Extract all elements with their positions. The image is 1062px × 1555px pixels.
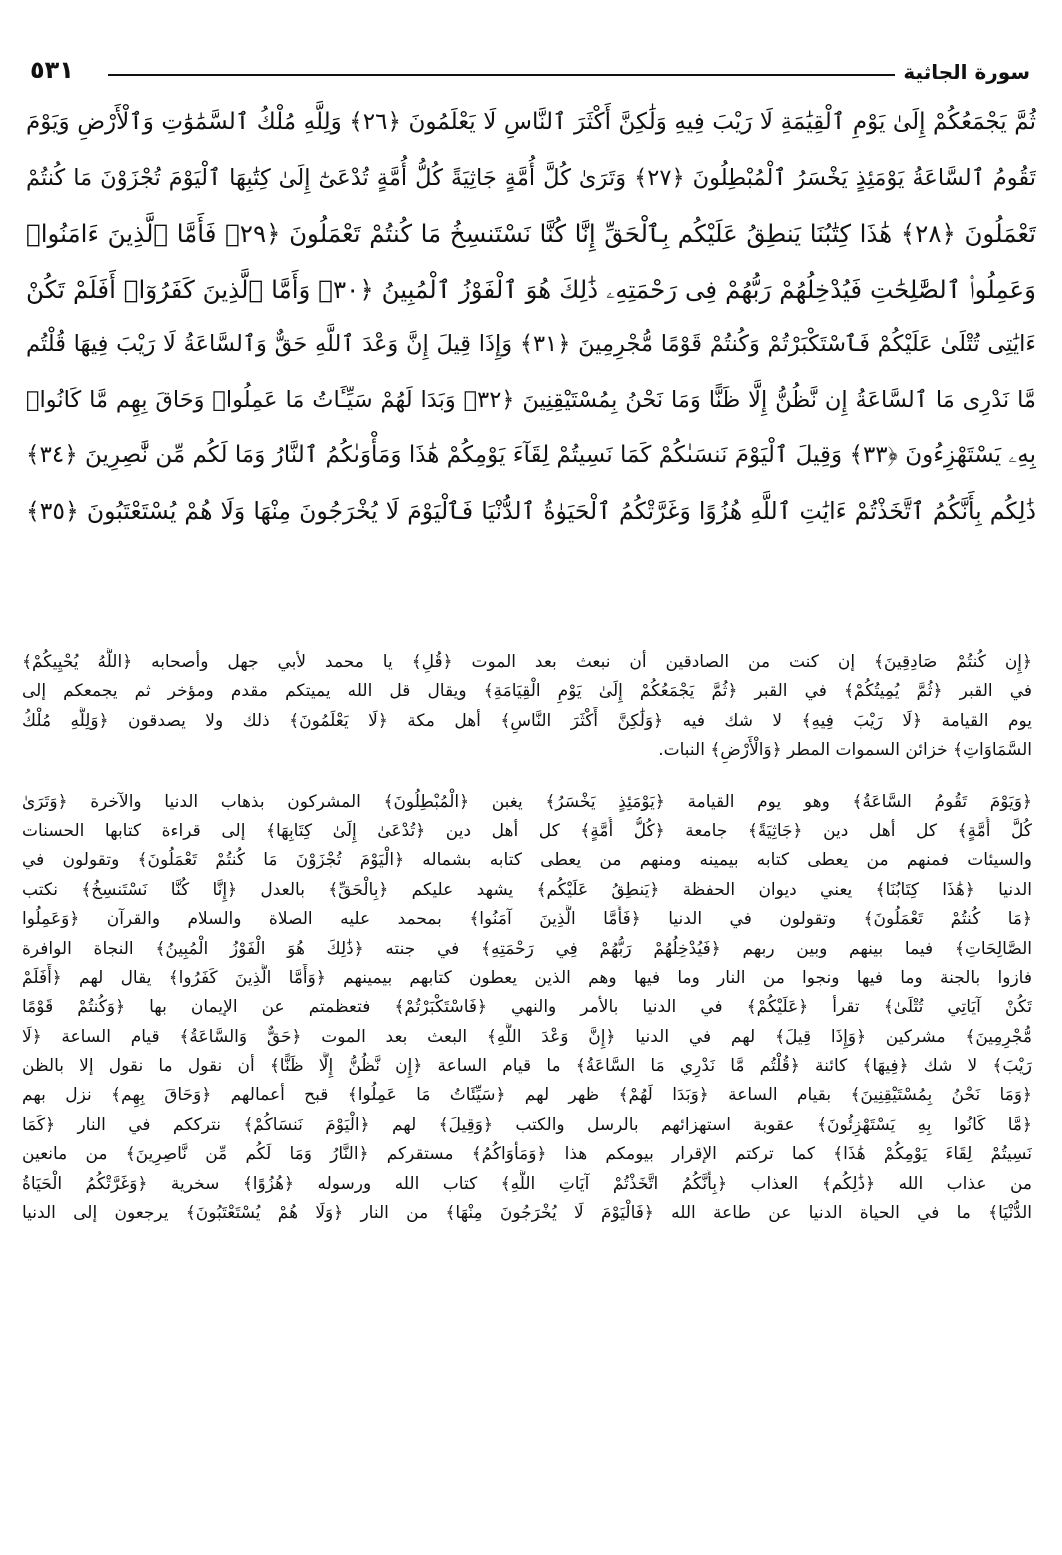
quran-line: وَعَمِلُوا۟ ٱلصَّٰلِحَٰتِ فَيُدْخِلُهُمْ رَبُّهُمْ فِى رَحْمَتِهِۦ ذَٰلِكَ هُوَ ٱلْفَوْزُ ٱلْمُبِينُ ﴿٣٠﴾ وَأَمَّا ٱلَّذِينَ كَفَرُوٓا۟ أَفَلَمْ تَكُنْ xyxy=(26,274,1036,304)
commentary-line: يوم القيامة ﴿لَا رَيْبَ فِيهِ﴾ لا شك فيه ﴿وَلَٰكِنَّ أَكْثَرَ النَّاسِ﴾ أهل مكة ﴿لَا يَعْلَمُونَ﴾ ذلك ولا يصدقون ﴿وَلِلَّهِ مُلْكُ xyxy=(22,710,1032,731)
commentary-line: من عذاب الله ﴿ذَٰلِكُم﴾ العذاب ﴿بِأَنَّكُمُ اتَّخَذْتُمْ آيَاتِ اللَّهِ﴾ كتاب الله ورسوله ﴿هُزُوًا﴾ سخرية ﴿وَغَرَّتْكُمُ الْحَيَاةُ xyxy=(22,1173,1032,1194)
commentary-line: والسيئات فمنهم من يعطى كتابه بيمينه ومنهم من يعطى كتابه بشماله ﴿الْيَوْمَ تُجْزَوْنَ مَا كُنتُمْ تَعْمَلُونَ﴾ وتقولون في xyxy=(22,850,1032,871)
commentary-line: الدُّنْيَا﴾ ما في الحياة الدنيا عن طاعة الله ﴿فَالْيَوْمَ لَا يُخْرَجُونَ مِنْهَا﴾ من النار ﴿وَلَا هُمْ يُسْتَعْتَبُونَ﴾ يرجعون إلى الدنيا xyxy=(22,1203,1032,1224)
quran-line: ذَٰلِكُم بِأَنَّكُمُ ٱتَّخَذْتُمْ ءَايَٰتِ ٱللَّهِ هُزُوًا وَغَرَّتْكُمُ ٱلْحَيَوٰةُ ٱلدُّنْيَا فَٱلْيَوْمَ لَا يُخْرَجُونَ مِنْهَا وَلَا هُمْ يُسْتَعْتَبُونَ ﴿٣٥﴾ xyxy=(26,496,1036,525)
header-rule xyxy=(108,74,895,76)
quran-text-block xyxy=(26,95,1036,595)
commentary-line: تَكُنْ آيَاتِي تُتْلَىٰ﴾ تقرأ ﴿عَلَيْكُمْ﴾ في الدنيا بالأمر والنهي ﴿فَاسْتَكْبَرْتُمْ﴾ فتعظمتم عن الإيمان بها ﴿وَكُنتُمْ قَوْمًا xyxy=(22,997,1032,1018)
commentary-line: الدنيا ﴿هَٰذَا كِتَابُنَا﴾ يعني ديوان الحفظة ﴿يَنطِقُ عَلَيْكُم﴾ يشهد عليكم ﴿بِالْحَقِّ﴾ بالعدل ﴿إِنَّا كُنَّا نَسْتَنسِخُ﴾ نكتب xyxy=(22,879,1032,900)
surah-title: سورة الجاثية xyxy=(903,60,1030,84)
commentary-line: ﴿إِن كُنتُمْ صَادِقِينَ﴾ إن كنت من الصادقين أن نبعث بعد الموت ﴿قُلِ﴾ يا محمد لأبي جهل وأصحابه ﴿اللَّهُ يُحْيِيكُمْ﴾ xyxy=(22,652,1032,672)
commentary-line: الصَّالِحَاتِ﴾ فيما بينهم وبين ربهم ﴿فَيُدْخِلُهُمْ رَبُّهُمْ فِي رَحْمَتِهِ﴾ في جنته ﴿ذَٰلِكَ هُوَ الْفَوْزُ الْمُبِينُ﴾ النجاة الوافرة xyxy=(22,938,1032,959)
commentary-paragraph xyxy=(22,788,1032,1229)
quran-line: ثُمَّ يَجْمَعُكُمْ إِلَىٰ يَوْمِ ٱلْقِيَٰمَةِ لَا رَيْبَ فِيهِ وَلَٰكِنَّ أَكْثَرَ ٱلنَّاسِ لَا يَعْلَمُونَ ﴿٢٦﴾ وَلِلَّهِ مُلْكُ ٱلسَّمَٰوَٰتِ وَٱلْأَرْضِ وَيَوْمَ xyxy=(26,109,1036,135)
commentary-line: ﴿وَيَوْمَ تَقُومُ السَّاعَةُ﴾ وهو يوم القيامة ﴿يَوْمَئِذٍ يَخْسَرُ﴾ يغبن ﴿الْمُبْطِلُونَ﴾ المشركون بذهاب الدنيا والآخرة ﴿وَتَرَىٰ xyxy=(22,791,1032,812)
commentary-line: رَيْبَ﴾ لا شك ﴿فِيهَا﴾ كائنة ﴿قُلْتُم مَّا نَدْرِي مَا السَّاعَةُ﴾ ما قيام الساعة ﴿إِن نَّظُنُّ إِلَّا ظَنًّا﴾ أن نقول ما نقول إلا بالظن xyxy=(22,1056,1032,1077)
commentary-line: ﴿مَّا كَانُوا بِهِ يَسْتَهْزِئُونَ﴾ عقوبة استهزائهم بالرسل والكتب ﴿وَقِيلَ﴾ لهم ﴿الْيَوْمَ نَنسَاكُمْ﴾ نترككم في النار ﴿كَمَا xyxy=(22,1114,1032,1135)
commentary-line: ﴿مَا كُنتُمْ تَعْمَلُونَ﴾ وتقولون في الدنيا ﴿فَأَمَّا الَّذِينَ آمَنُوا﴾ بمحمد عليه الصلاة والسلام والقرآن ﴿وَعَمِلُوا xyxy=(22,909,1032,930)
quran-line: مَّا نَدْرِى مَا ٱلسَّاعَةُ إِن نَّظُنُّ إِلَّا ظَنًّا وَمَا نَحْنُ بِمُسْتَيْقِنِينَ ﴿٣٢﴾ وَبَدَا لَهُمْ سَيِّـَٔاتُ مَا عَمِلُوا۟ وَحَاقَ بِهِم مَّا كَانُوا۟ xyxy=(26,386,1036,413)
page-number: ٥٣١ xyxy=(30,56,74,84)
commentary-line: في القبر ﴿ثُمَّ يُمِيتُكُمْ﴾ في القبر ﴿ثُمَّ يَجْمَعُكُمْ إِلَىٰ يَوْمِ الْقِيَامَةِ﴾ ويقال قل الله يميتكم مقدم ومؤخر ثم يجمعكم إلى xyxy=(22,681,1032,702)
commentary-line: مُّجْرِمِينَ﴾ مشركين ﴿وَإِذَا قِيلَ﴾ لهم في الدنيا ﴿إِنَّ وَعْدَ اللَّهِ﴾ البعث بعد الموت ﴿حَقٌّ وَالسَّاعَةُ﴾ قيام الساعة ﴿لَا xyxy=(22,1026,1032,1047)
commentary-line: السَّمَاوَاتِ﴾ خزائن السموات المطر ﴿وَالْأَرْضِ﴾ النبات. xyxy=(658,740,1032,761)
quran-line: بِهِۦ يَسْتَهْزِءُونَ ﴿٣٣﴾ وَقِيلَ ٱلْيَوْمَ نَنسَىٰكُمْ كَمَا نَسِيتُمْ لِقَآءَ يَوْمِكُمْ هَٰذَا وَمَأْوَىٰكُمُ ٱلنَّارُ وَمَا لَكُم مِّن نَّٰصِرِينَ ﴿٣٤﴾ xyxy=(26,442,1036,468)
commentary-paragraph xyxy=(22,648,1032,766)
commentary-line: ﴿وَمَا نَحْنُ بِمُسْتَيْقِنِينَ﴾ بقيام الساعة ﴿وَبَدَا لَهُمْ﴾ ظهر لهم ﴿سَيِّئَاتُ مَا عَمِلُوا﴾ قبح أعمالهم ﴿وَحَاقَ بِهِم﴾ نزل بهم xyxy=(22,1085,1032,1106)
page-header xyxy=(30,50,1030,90)
tafsir-commentary xyxy=(22,648,1032,1528)
commentary-line: نَسِيتُمْ لِقَاءَ يَوْمِكُمْ هَٰذَا﴾ كما تركتم الإقرار بيومكم هذا ﴿وَمَأْوَاكُمُ﴾ مستقركم ﴿النَّارُ وَمَا لَكُم مِّن نَّاصِرِينَ﴾ من مانعين xyxy=(22,1144,1032,1165)
quran-line: تَقُومُ ٱلسَّاعَةُ يَوْمَئِذٍ يَخْسَرُ ٱلْمُبْطِلُونَ ﴿٢٧﴾ وَتَرَىٰ كُلَّ أُمَّةٍ جَاثِيَةً كُلُّ أُمَّةٍ تُدْعَىٰٓ إِلَىٰ كِتَٰبِهَا ٱلْيَوْمَ تُجْزَوْنَ مَا كُنتُمْ xyxy=(26,164,1036,191)
quran-line: ءَايَٰتِى تُتْلَىٰ عَلَيْكُمْ فَٱسْتَكْبَرْتُمْ وَكُنتُمْ قَوْمًا مُّجْرِمِينَ ﴿٣١﴾ وَإِذَا قِيلَ إِنَّ وَعْدَ ٱللَّهِ حَقٌّ وَٱلسَّاعَةُ لَا رَيْبَ فِيهَا قُلْتُم xyxy=(26,331,1036,357)
commentary-line: كُلَّ أُمَّةٍ﴾ كل أهل دين ﴿جَاثِيَةً﴾ جامعة ﴿كُلُّ أُمَّةٍ﴾ كل أهل دين ﴿تُدْعَىٰ إِلَىٰ كِتَابِهَا﴾ إلى قراءة كتابها الحسنات xyxy=(22,820,1032,841)
commentary-line: فازوا بالجنة وما فيها ونجوا من النار وما فيها وهم الذين يعطون كتابهم بيمينهم ﴿وَأَمَّا الَّذِينَ كَفَرُوا﴾ يقال لهم ﴿أَفَلَمْ xyxy=(22,967,1032,988)
quran-line: تَعْمَلُونَ ﴿٢٨﴾ هَٰذَا كِتَٰبُنَا يَنطِقُ عَلَيْكُم بِٱلْحَقِّ إِنَّا كُنَّا نَسْتَنسِخُ مَا كُنتُمْ تَعْمَلُونَ ﴿٢٩﴾ فَأَمَّا ٱلَّذِينَ ءَامَنُوا۟ xyxy=(26,219,1036,248)
